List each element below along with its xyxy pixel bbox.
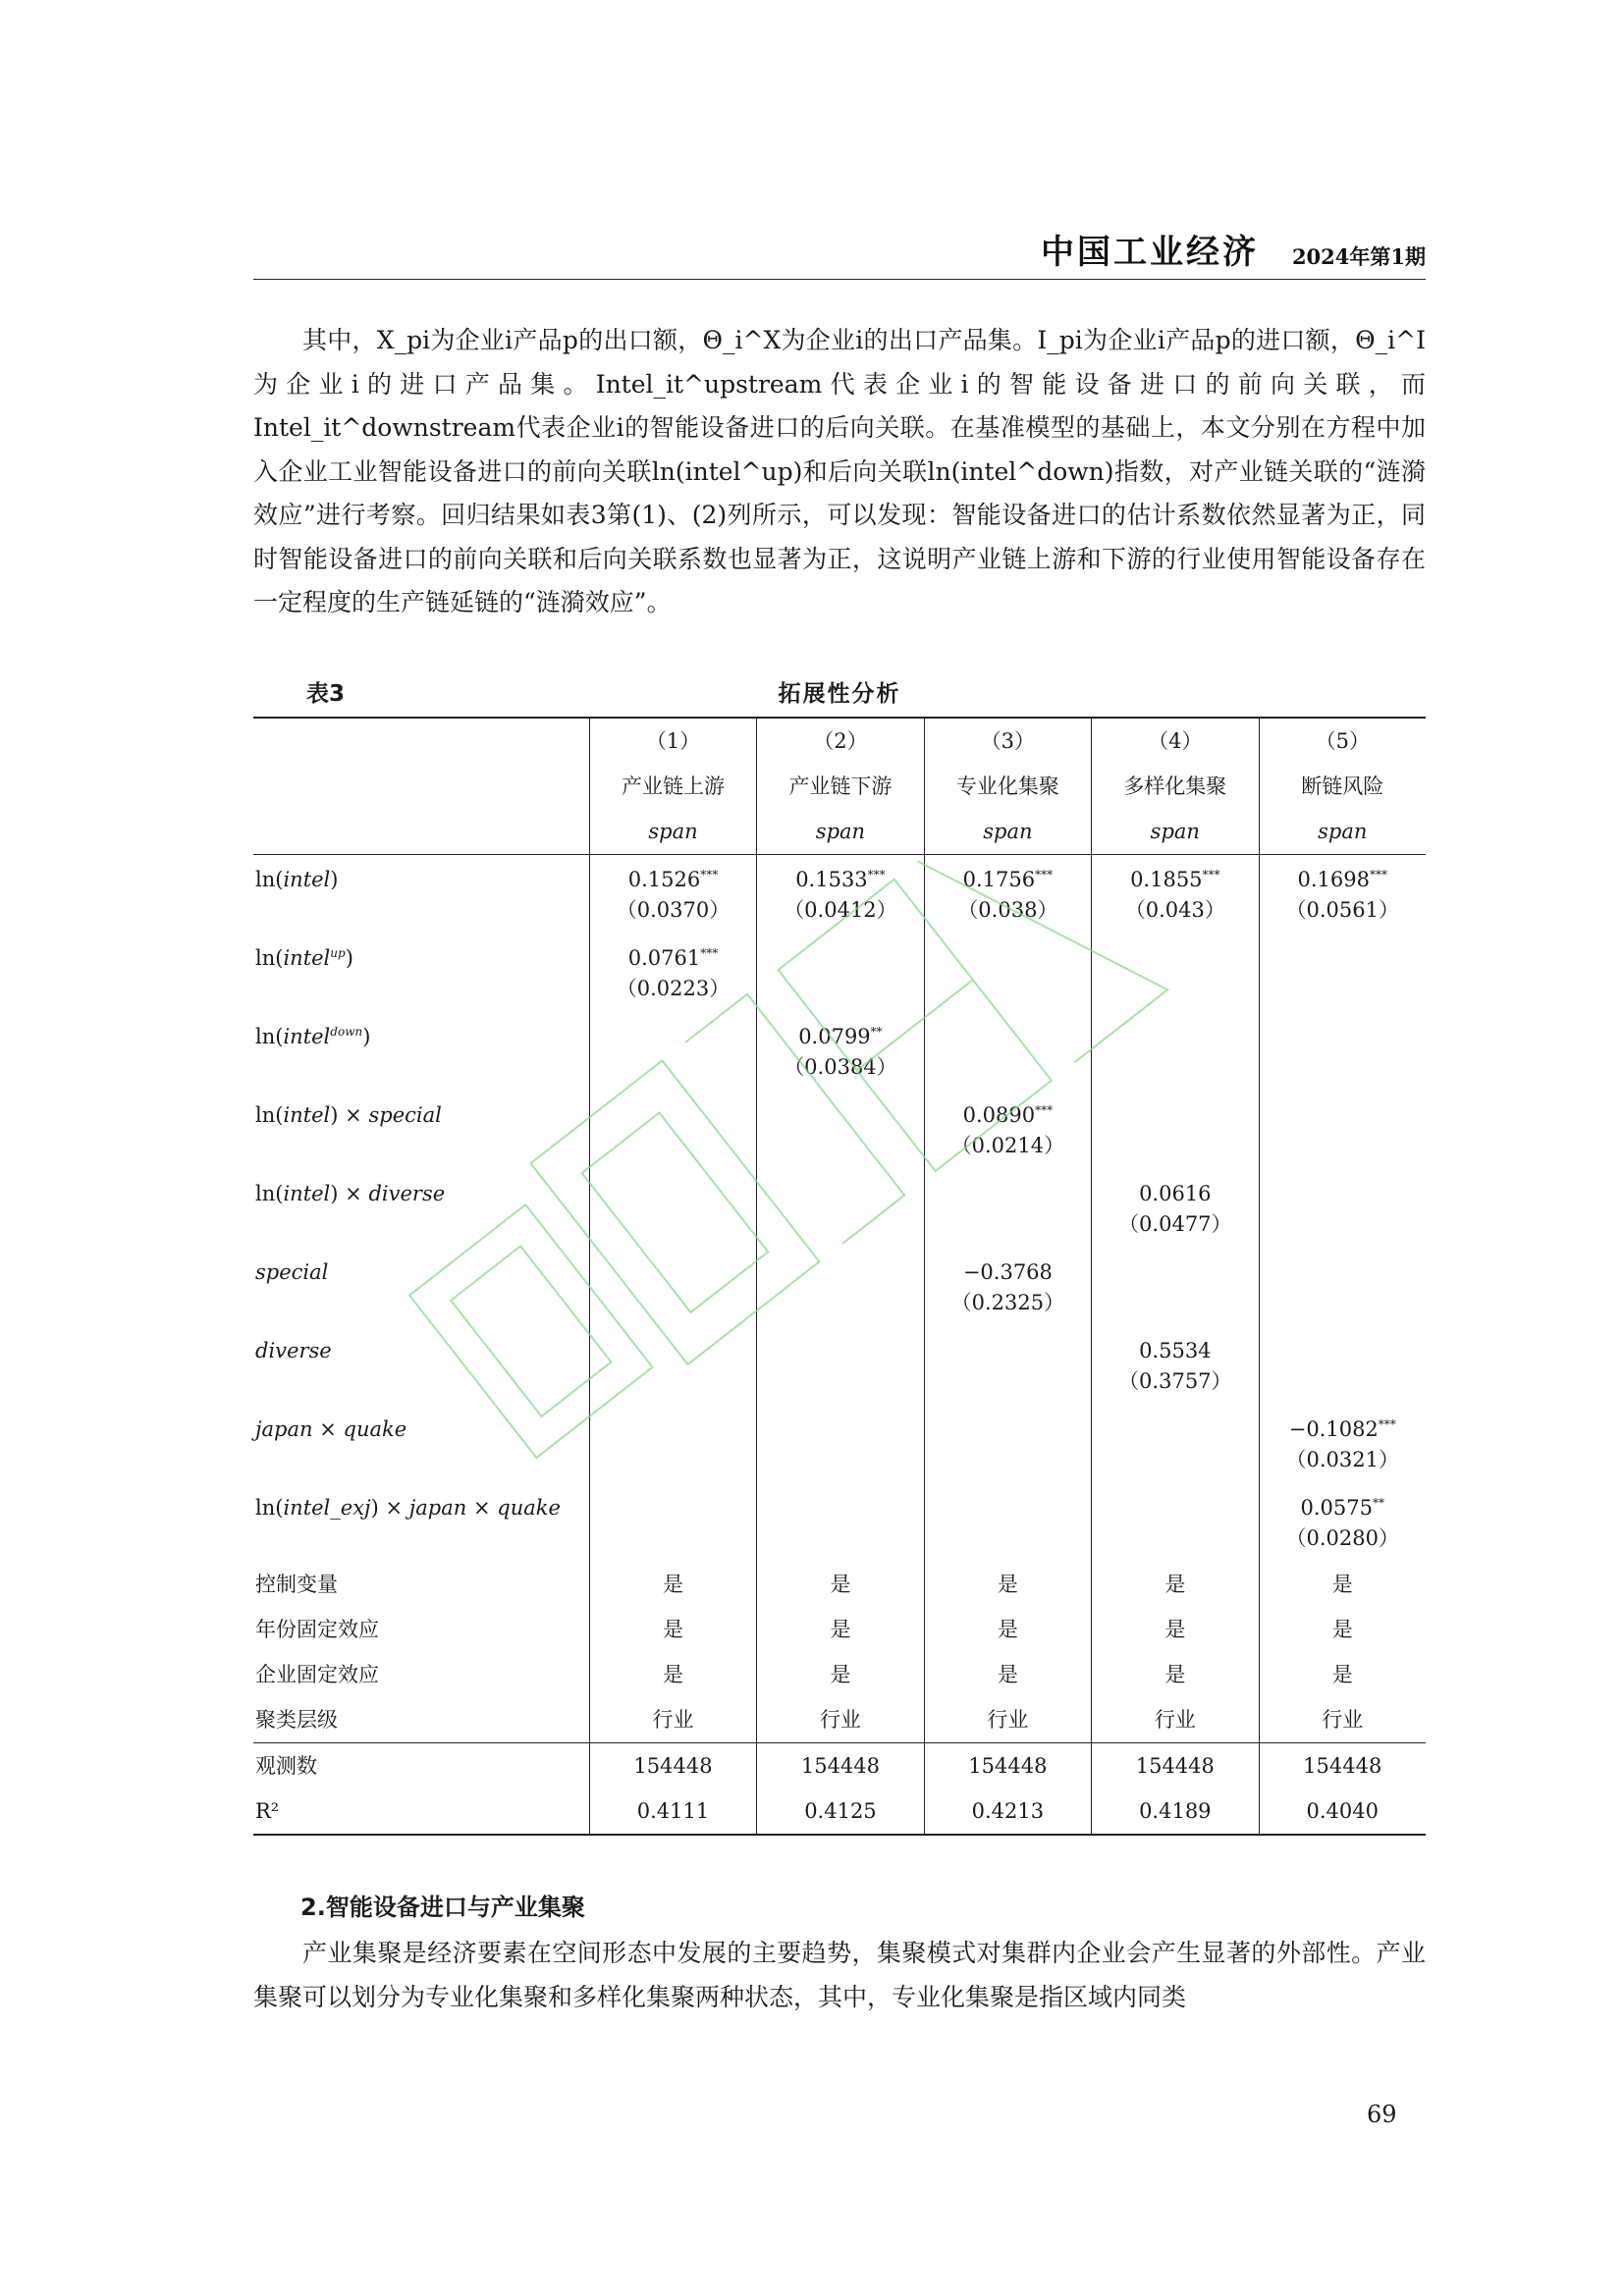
coefficient: 0.1698***	[1297, 868, 1387, 891]
coef-cell	[757, 1326, 924, 1405]
dep-var: span	[589, 809, 756, 855]
coefficient	[925, 1483, 1091, 1493]
control-cell: 是	[1092, 1562, 1259, 1607]
std-error: （0.0321）	[1285, 1447, 1399, 1471]
col-number: （2）	[757, 718, 924, 764]
coefficient	[590, 1405, 756, 1415]
coef-cell	[924, 855, 1091, 934]
coef-cell	[1259, 1248, 1426, 1326]
row-label-text: ln(intel)	[255, 868, 339, 891]
coef-cell	[589, 1483, 756, 1562]
coef-cell	[1259, 1012, 1426, 1091]
control-row	[253, 1652, 1426, 1697]
paragraph-text: 产业集聚是经济要素在空间形态中发展的主要趋势，集聚模式对集群内企业会产生显著的外部性。产业集聚可以划分为专业化集聚和多样化集聚两种状态，其中，专业化集聚是指区域内同类	[253, 1939, 1426, 2011]
coef-cell	[1259, 1326, 1426, 1405]
col-name: 断链风险	[1259, 764, 1426, 809]
row-label-text: ln(intel) × diverse	[255, 1181, 446, 1205]
coef-cell	[1259, 855, 1426, 934]
table-row	[253, 1012, 1426, 1091]
table-row	[253, 1405, 1426, 1483]
table-row	[253, 1326, 1426, 1405]
issue-label: 2024年第1期	[1291, 244, 1426, 269]
coef-cell	[924, 934, 1091, 1012]
coefficient	[925, 1012, 1091, 1022]
col-number: （4）	[1092, 718, 1259, 764]
control-cell: 是	[924, 1652, 1091, 1697]
std-error: （0.3757）	[1118, 1368, 1232, 1393]
coef-cell	[1092, 1169, 1259, 1248]
table-number: 表3	[306, 681, 346, 707]
dep-var: span	[757, 809, 924, 855]
coef-cell	[1092, 1091, 1259, 1169]
control-cell: 是	[1259, 1607, 1426, 1652]
coef-cell	[1092, 1248, 1259, 1326]
std-error: （0.0370）	[616, 898, 731, 922]
coef-cell	[589, 1248, 756, 1326]
table-row	[253, 1248, 1426, 1326]
row-label-text: ln(intel$^{down}$)	[255, 1024, 371, 1048]
control-cell: 是	[589, 1607, 756, 1652]
row-label	[253, 934, 589, 1012]
body-paragraph-2	[253, 1932, 1426, 2019]
control-cell: 行业	[757, 1697, 924, 1743]
row-label	[253, 855, 589, 934]
std-error: （0.0384）	[784, 1054, 897, 1079]
coef-cell	[757, 855, 924, 934]
coef-cell	[1259, 1405, 1426, 1483]
coef-cell	[1092, 934, 1259, 1012]
coefficient	[925, 1326, 1091, 1336]
control-cell: 行业	[589, 1697, 756, 1743]
coef-cell	[757, 1169, 924, 1248]
row-label	[253, 1483, 589, 1562]
control-cell: 是	[924, 1562, 1091, 1607]
row-label-text: special	[255, 1259, 329, 1284]
row-label: R²	[253, 1789, 589, 1835]
col-name: 产业链上游	[589, 764, 756, 809]
coefficient	[1092, 934, 1258, 943]
coef-cell	[757, 1483, 924, 1562]
coef-cell	[757, 1091, 924, 1169]
std-error: （0.0280）	[1285, 1525, 1399, 1550]
coefficient	[1092, 1248, 1258, 1257]
coefficient	[1092, 1483, 1258, 1493]
stat-cell: 0.4213	[924, 1789, 1091, 1835]
stat-cell: 154448	[924, 1742, 1091, 1789]
coefficient: −0.1082***	[1288, 1416, 1396, 1441]
stat-cell: 0.4040	[1259, 1789, 1426, 1835]
col-name: 产业链下游	[757, 764, 924, 809]
coefficient: 0.1756***	[962, 868, 1054, 891]
row-label: 企业固定效应	[255, 1662, 379, 1686]
coefficient	[757, 1483, 923, 1493]
col-number: （3）	[924, 718, 1091, 764]
stat-cell: 154448	[589, 1742, 756, 1789]
coefficient	[590, 1483, 756, 1493]
row-label	[253, 1405, 589, 1483]
coefficient	[1260, 934, 1426, 943]
coef-cell	[1259, 934, 1426, 1012]
coefficient: 0.0616	[1139, 1181, 1212, 1205]
control-cell: 行业	[1092, 1697, 1259, 1743]
std-error: （0.0412）	[784, 898, 897, 922]
coefficient	[590, 1091, 756, 1100]
std-error: （0.038）	[957, 898, 1058, 922]
coef-cell	[924, 1405, 1091, 1483]
coefficient	[757, 1248, 923, 1257]
control-cell: 行业	[1259, 1697, 1426, 1743]
row-label	[253, 1169, 589, 1248]
header-rule	[253, 279, 1426, 280]
row-label: 聚类层级	[255, 1707, 338, 1732]
header-row-numbers	[253, 718, 1426, 764]
table-row	[253, 1091, 1426, 1169]
coefficient	[925, 934, 1091, 943]
coef-cell	[924, 1248, 1091, 1326]
row-label-text: ln(intel_exj) × japan × quake	[255, 1495, 561, 1520]
coefficient	[757, 934, 923, 943]
coef-cell	[589, 1091, 756, 1169]
row-label	[253, 1248, 589, 1326]
coef-cell	[589, 1326, 756, 1405]
coefficient	[1260, 1091, 1426, 1100]
control-cell: 是	[1092, 1607, 1259, 1652]
table-row	[253, 1483, 1426, 1562]
coef-cell	[1259, 1169, 1426, 1248]
coef-cell	[1092, 855, 1259, 934]
regression-table	[253, 717, 1426, 1836]
coef-cell	[1092, 1483, 1259, 1562]
coef-cell	[1259, 1483, 1426, 1562]
paragraph-text: 其中，X_pi为企业i产品p的出口额，Θ_i^X为企业i的出口产品集。I_pi为企业i产品p的进口额，Θ_i^I为企业i的进口产品集。Intel_it^upstream代表企业i的智能设备进口的前向关联，而Intel_it^downstream代表企业i的智能设备进口的后向关联。在基准模型的基础上，本文分别在方程中加入企业工业智能设备进口的前向关联ln(intel^up)和后向关联ln(intel^down)指数，对产业链关联的“涟漪效应”进行考察。回归结果如表3第(1)、(2)列所示，可以发现：智能设备进口的估计系数依然显著为正，同时智能设备进口的前向关联和后向关联系数也显著为正，这说明产业链上游和下游的行业使用智能设备存在一定程度的生产链延链的“涟漪效应”。	[253, 326, 1426, 616]
coefficient	[757, 1326, 923, 1336]
page-number: 69	[1367, 2101, 1397, 2128]
row-label: 年份固定效应	[255, 1617, 379, 1641]
stat-cell: 0.4111	[589, 1789, 756, 1835]
coefficient	[757, 1169, 923, 1179]
coefficient: 0.1526***	[627, 868, 719, 891]
coef-cell	[924, 1012, 1091, 1091]
row-label-text: japan × quake	[255, 1416, 407, 1441]
coef-cell	[757, 934, 924, 1012]
coef-cell	[589, 1405, 756, 1483]
dep-var: span	[1259, 809, 1426, 855]
table-row	[253, 934, 1426, 1012]
std-error: （0.0561）	[1285, 898, 1399, 922]
control-row	[253, 1607, 1426, 1652]
header-blank	[253, 809, 589, 855]
col-name: 专业化集聚	[924, 764, 1091, 809]
observations-row	[253, 1742, 1426, 1789]
table-caption	[253, 675, 1426, 709]
coef-cell	[757, 1012, 924, 1091]
row-label	[253, 1326, 589, 1405]
control-cell: 是	[589, 1562, 756, 1607]
stat-cell: 0.4189	[1092, 1789, 1259, 1835]
table-title: 拓展性分析	[778, 681, 901, 707]
stat-cell: 0.4125	[757, 1789, 924, 1835]
coefficient	[757, 1405, 923, 1415]
control-row	[253, 1697, 1426, 1743]
coef-cell	[1092, 1405, 1259, 1483]
std-error: （0.0223）	[616, 976, 731, 1000]
coefficient: 0.0799**	[798, 1024, 883, 1048]
coef-cell	[924, 1169, 1091, 1248]
col-name: 多样化集聚	[1092, 764, 1259, 809]
std-error: （0.2325）	[950, 1290, 1065, 1314]
std-error: （0.0477）	[1118, 1211, 1232, 1236]
row-label	[253, 1091, 589, 1169]
control-cell: 是	[757, 1562, 924, 1607]
coef-cell	[589, 934, 756, 1012]
coefficient	[925, 1405, 1091, 1415]
coefficient	[590, 1169, 756, 1179]
r-squared-row	[253, 1789, 1426, 1835]
coefficient: 0.0761***	[627, 945, 719, 970]
table-row	[253, 855, 1426, 934]
control-cell: 是	[589, 1652, 756, 1697]
row-label-text: diverse	[255, 1338, 332, 1362]
header-row-depvar	[253, 809, 1426, 855]
coef-cell	[1092, 1326, 1259, 1405]
coefficient: 0.1855***	[1130, 868, 1220, 891]
coefficient	[1092, 1405, 1258, 1415]
control-cell: 是	[1092, 1652, 1259, 1697]
coef-cell	[924, 1326, 1091, 1405]
coefficient	[757, 1091, 923, 1100]
coefficient	[590, 1248, 756, 1257]
coef-cell	[1259, 1091, 1426, 1169]
coefficient	[1260, 1326, 1426, 1336]
control-cell: 是	[924, 1607, 1091, 1652]
col-number: （1）	[589, 718, 756, 764]
coef-cell	[589, 1169, 756, 1248]
row-label	[253, 1012, 589, 1091]
section-heading: 2.智能设备进口与产业集聚	[300, 1894, 585, 1921]
coefficient	[1260, 1248, 1426, 1257]
coef-cell	[924, 1483, 1091, 1562]
std-error: （0.0214）	[950, 1133, 1065, 1157]
row-label-text: ln(intel) × special	[255, 1102, 442, 1127]
coefficient	[590, 1326, 756, 1336]
coefficient	[1092, 1091, 1258, 1100]
stat-cell: 154448	[1092, 1742, 1259, 1789]
coefficient: 0.0575**	[1300, 1495, 1384, 1520]
header-blank	[253, 764, 589, 809]
control-row	[253, 1562, 1426, 1607]
coef-cell	[757, 1248, 924, 1326]
header-row-names	[253, 764, 1426, 809]
coefficient: 0.0890***	[962, 1102, 1054, 1127]
coef-cell	[1092, 1012, 1259, 1091]
row-label-text: ln(intel$^{up}$)	[255, 945, 353, 970]
coefficient: −0.3768	[962, 1259, 1053, 1284]
std-error: （0.043）	[1124, 898, 1225, 922]
header-blank	[253, 718, 589, 764]
body-paragraph-1	[253, 319, 1426, 625]
stat-cell: 154448	[1259, 1742, 1426, 1789]
table-row	[253, 1169, 1426, 1248]
coefficient	[925, 1169, 1091, 1179]
control-cell: 是	[757, 1607, 924, 1652]
coefficient	[1260, 1012, 1426, 1022]
col-number: （5）	[1259, 718, 1426, 764]
coef-cell	[924, 1091, 1091, 1169]
coefficient: 0.1533***	[795, 868, 886, 891]
journal-title: 中国工业经济	[1041, 233, 1259, 272]
control-cell: 是	[1259, 1652, 1426, 1697]
row-label: 控制变量	[255, 1572, 338, 1596]
control-cell: 是	[757, 1652, 924, 1697]
coef-cell	[589, 855, 756, 934]
control-cell: 是	[1259, 1562, 1426, 1607]
running-header	[253, 232, 1426, 279]
row-label: 观测数	[253, 1742, 589, 1789]
coef-cell	[757, 1405, 924, 1483]
coefficient	[1260, 1169, 1426, 1179]
coef-cell	[589, 1012, 756, 1091]
stat-cell: 154448	[757, 1742, 924, 1789]
coefficient: 0.5534	[1139, 1338, 1212, 1362]
control-cell: 行业	[924, 1697, 1091, 1743]
dep-var: span	[924, 809, 1091, 855]
dep-var: span	[1092, 809, 1259, 855]
coefficient	[1092, 1012, 1258, 1022]
coefficient	[590, 1012, 756, 1022]
